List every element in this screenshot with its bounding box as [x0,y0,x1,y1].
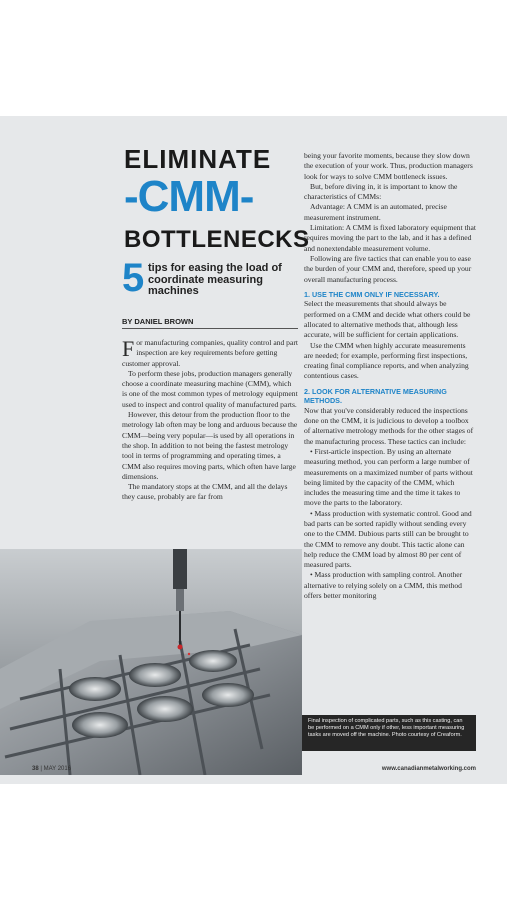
bullet-paragraph: • Mass production with sampling control. Another alternative to relying solely on a CMM, this method offers better monitoring [304,570,463,601]
bullet-paragraph: • First-article inspection. By using an alternate measuring method, you can perform a large number of measurements on a maximized number of parts without being limited by the capacity of the CMM, which includes the measuring time and the time it takes to move the parts to the laboratory. [304,446,473,508]
issue-date: MAY 2016 [43,766,72,772]
paragraph: To perform these jobs, production managers generally choose a coordinate measuring machine (CMM), which is one of the most common types of metrology equipment used to inspect and control quality of manufactured parts. [122,368,298,409]
paragraph-text: or manufacturing companies, quality control and part inspection are key requirements before getting customer approval. [122,338,298,368]
headline-line-1: ELIMINATE [124,144,272,174]
folio-separator: | [40,766,44,772]
page-folio [32,766,71,772]
page-number: 38 [32,766,39,772]
article-column-right [304,151,476,601]
headline-line-2: -CMM- [124,172,254,221]
paragraph: Limitation: A CMM is fixed laboratory equipment that requires moving the part to the lab, and it has a defined and nonextendable measurement volume. [304,223,476,253]
bullet-paragraph: • Mass production with systematic control. Good and bad parts can be sorted rapidly without sending every one to the CMM. Dubious parts still can be brought to the CMM to remove any doubt. This tactic alone can help reduce the CMM load by almost 80 per cent of measured parts. [304,508,472,570]
section-heading: 2. LOOK FOR ALTERNATIVE MEASURING METHODS. [304,386,447,406]
subhead-number: 5 [122,256,145,300]
drop-cap: F [122,336,135,361]
paragraph: Advantage: A CMM is an automated, precise measurement instrument. [304,202,447,222]
paragraph: Following are five tactics that can enable you to ease the burden of your CMM and, therefore, speed up your overall manufacturing process. [304,253,472,284]
paragraph [122,338,298,369]
paragraph: Now that you've considerably reduced the inspections done on the CMM, it is judicious to develop a toolbox of alternative metrology methods for the other stages of the manufacturing process. These tactics can include: [304,405,474,446]
paragraph: But, before diving in, it is important to know the characteristics of CMMs: [304,181,458,202]
paragraph: However, this detour from the production floor to the metrology lab often may be long and arduous because the CMM—being very popular—is used by all operations in the shop. In addition to not being the fastest metrology tool in terms of programming and operating times, a CMM also requires moving parts, which often have large dimensions. [122,410,298,481]
paragraph: Select the measurements that should always be performed on a CMM and decide what others could be allocated to alternative methods that, although less accurate, will be sufficient for certain applications. [304,299,471,340]
cmm-casting-photo [0,549,302,775]
section-heading: 1. USE THE CMM ONLY IF NECESSARY. [304,289,440,299]
website-url: www.canadianmetalworking.com [381,766,476,772]
subhead-text: tips for easing the load of coordinate measuring machines [148,262,282,297]
paragraph: Use the CMM when highly accurate measurements are needed; for example, performing first inspections, creating final compliance reports, and when analyzing contentious cases. [304,340,469,381]
photo-caption: Final inspection of complicated parts, such as this casting, can be performed on a CMM only if other, less important measuring tasks are moved off the machine. Photo courtesy of Creaform. [302,715,476,751]
headline-line-3: BOTTLENECKS [124,226,310,253]
paragraph: being your favorite moments, because they slow down the execution of your work. Thus, production managers look for ways to solve CMM bottleneck issues. [304,151,473,181]
paragraph: The mandatory stops at the CMM, and all the delays they cause, probably are far from [122,482,288,502]
article-column-left [122,338,298,503]
byline: BY DANIEL BROWN [122,317,298,329]
magazine-page [0,116,507,784]
